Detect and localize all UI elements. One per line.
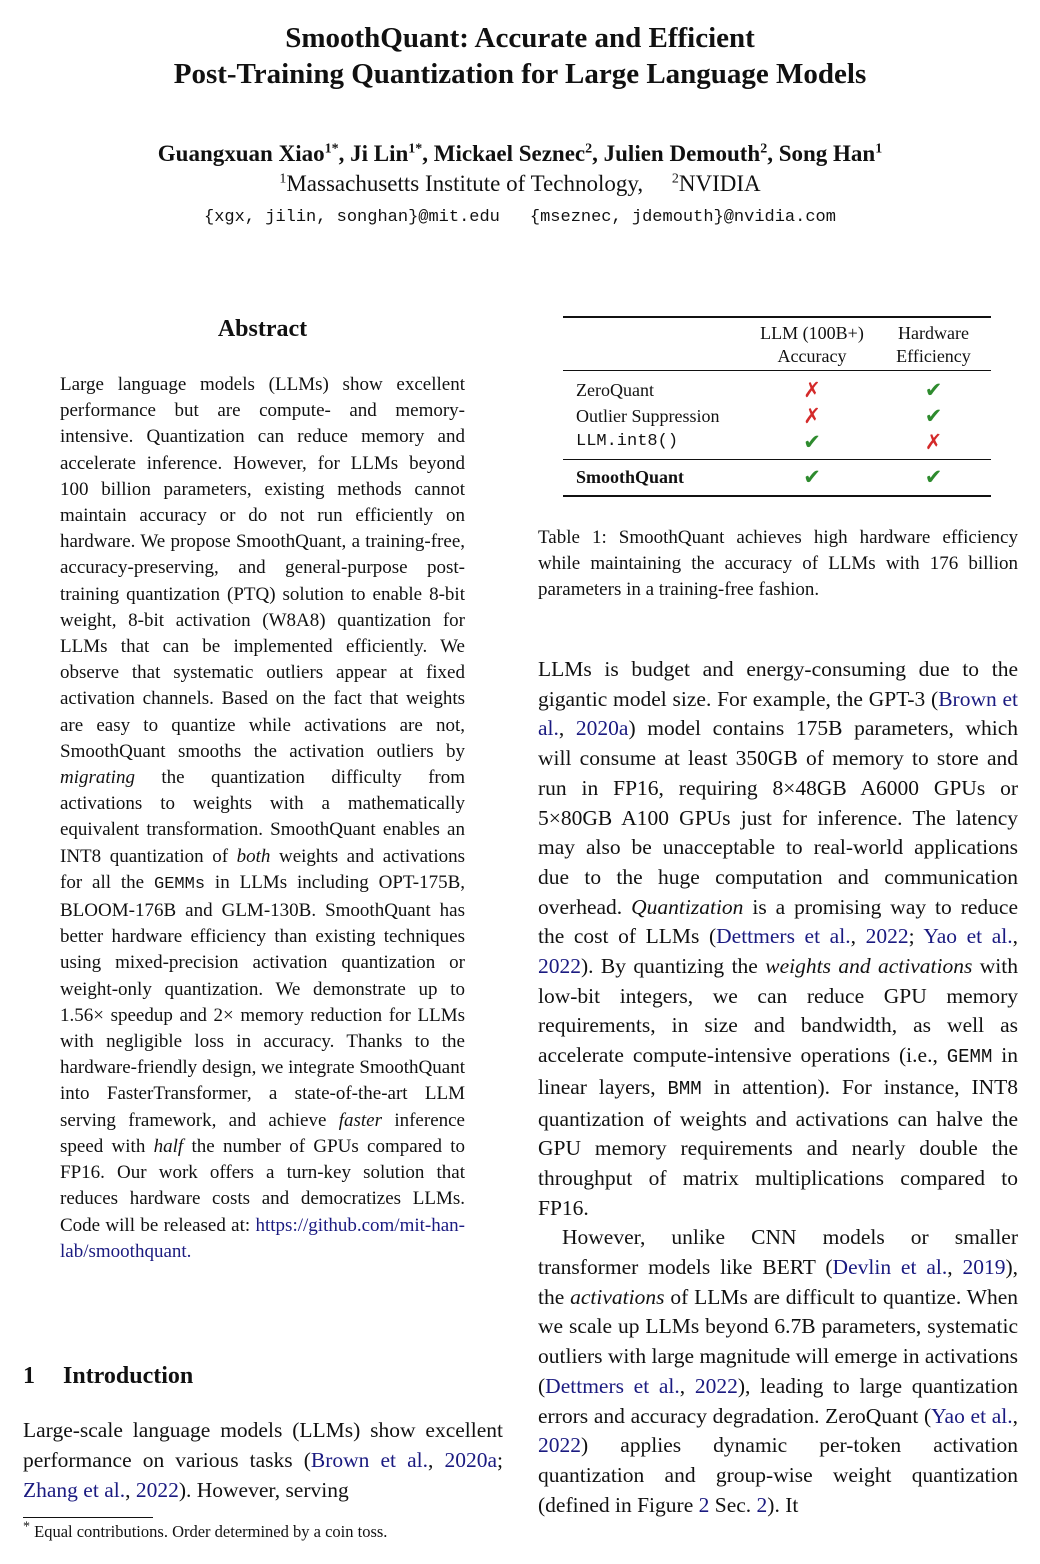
introduction-continued	[538, 655, 1018, 1520]
author-sup: 1*	[408, 141, 423, 157]
citation-link[interactable]: Brown et al.	[310, 1448, 429, 1472]
intro-sep: ;	[497, 1448, 504, 1472]
author-sup: 2	[585, 141, 593, 157]
email-mit: {xgx, jilin, songhan}@mit.edu	[204, 208, 500, 227]
table-caption: Table 1: SmoothQuant achieves high hardware efficiency while maintaining the accuracy of LLMs with 176 billion parameters in a training-free fashion.	[538, 527, 1018, 600]
body-text: with low-bit integers, we can reduce GPU memory requirements, in size and bandwidth, as well as accelerate compute-intensive operations (i.e.,	[538, 954, 1019, 1068]
affiliations	[0, 170, 1040, 198]
body-text: ). It	[767, 1492, 799, 1517]
citation-year-link[interactable]: 2022	[694, 1373, 738, 1398]
paragraph: However, unlike CNN models or smaller transformer models like BERT (Devlin et al., 2019), the activations of LLMs are difficult to quantize. When we scale up LLMs beyond 6.7B parameters, systematic outliers with large magnitude will emerge in activations (Dettmers et al., 2022), leading to large quantization errors and accuracy degradation. ZeroQuant (Yao et al., 2022) applies dynamic per-token activation quantization and group-wise weight quantization (defined in Figure 2 Sec. 2). It	[538, 1225, 1019, 1517]
header-line: Efficiency	[896, 346, 971, 366]
abstract-emphasis: both	[236, 845, 271, 867]
author-name: Guangxuan Xiao	[157, 141, 325, 166]
author-name: Mickael Seznec	[433, 141, 586, 166]
body-text: ), leading to large quantization errors and accuracy degradation. ZeroQuant (	[538, 1373, 1019, 1428]
body-text: However, unlike CNN models or smaller transformer models like BERT (	[538, 1225, 1018, 1280]
header-line: Accuracy	[777, 346, 847, 366]
inline-code: BMM	[667, 1077, 702, 1100]
citation-link[interactable]: Devlin et al.	[832, 1255, 948, 1280]
abstract-text: in LLMs including OPT-175B, BLOOM-176B and GLM-130B. SmoothQuant has better hardware efficiency than existing techniques using mixed-precision activation quantization or weight-only quantization. We demonstrate up to 1.56× speedup and 2× memory reduction for LLMs with negligible loss in accuracy. Thanks to the hardware-friendly design, we integrate SmoothQuant into FasterTransformer, a state-of-the-art LLM serving framework, and achieve	[60, 871, 466, 1131]
abstract-text: inference speed with	[60, 1109, 465, 1157]
check-icon: ✔	[924, 404, 943, 428]
body-text: ), the	[538, 1255, 1019, 1309]
email-nvidia: {mseznec, jdemouth}@nvidia.com	[529, 208, 836, 227]
affil-nvidia: NVIDIA	[678, 171, 761, 196]
footnote-text: Equal contributions. Order determined by a coin toss.	[34, 1522, 388, 1541]
cross-icon: ✗	[924, 430, 943, 454]
footnote-divider	[23, 1517, 153, 1518]
check-icon: ✔	[876, 460, 991, 497]
intro-text: Large-scale language models (LLMs) show excellent performance on various tasks (	[23, 1418, 503, 1472]
abstract-emphasis: faster	[338, 1109, 383, 1131]
author-name: Song Han	[778, 141, 876, 166]
comparison-table	[563, 316, 991, 497]
body-text: ) model contains 175B parameters, which will consume at least 350GB of memory to store and run in FP16, requiring 8×48GB A6000 GPUs or 5×80GB A100 GPUs just for inference. The latency may also be unacceptable to real-world applications due to the huge computation and communication overhead.	[538, 716, 1018, 919]
citation-link[interactable]: Dettmers et al.	[545, 1373, 680, 1398]
citation-link[interactable]: Dettmers et al.	[716, 924, 851, 949]
abstract-heading: Abstract	[217, 316, 308, 342]
citation-year-link[interactable]: 2022	[538, 954, 581, 979]
cross-icon: ✗	[803, 378, 821, 402]
table-row-highlight	[563, 460, 991, 497]
abstract-end: .	[186, 1240, 192, 1262]
abstract-emphasis: migrating	[60, 767, 135, 789]
abstract-code: GEMMs	[154, 874, 206, 894]
check-icon: ✔	[803, 430, 821, 454]
title-line-1: SmoothQuant: Accurate and Efficient	[285, 22, 755, 54]
cross-icon: ✗	[803, 404, 821, 428]
method-name: ZeroQuant	[576, 380, 654, 400]
abstract-emphasis: half	[153, 1135, 184, 1157]
method-name: Outlier Suppression	[576, 406, 720, 426]
affil-sup: 1	[279, 171, 287, 187]
affil-sup: 2	[671, 171, 679, 187]
emphasis: weights and activations	[765, 954, 973, 979]
author-name: Julien Demouth	[603, 141, 761, 166]
method-name: SmoothQuant	[563, 460, 748, 497]
emphasis: Quantization	[631, 894, 744, 919]
body-text: is a promising way to reduce the cost of LLMs (	[538, 894, 1019, 949]
abstract-text: weights and activations for all the	[60, 845, 465, 893]
intro-text: ). However, serving	[178, 1478, 349, 1502]
citation-year-link[interactable]: 2022	[538, 1433, 581, 1458]
author-sup: 2	[760, 141, 768, 157]
citation-link[interactable]: Zhang et al.	[23, 1478, 126, 1502]
check-icon: ✔	[924, 378, 943, 402]
footnote-mark: *	[23, 1519, 30, 1535]
body-text: in linear layers,	[538, 1043, 1019, 1099]
code-link[interactable]: https://github.com/mit-han-lab/smoothquant	[60, 1214, 466, 1262]
check-icon: ✔	[748, 460, 876, 497]
body-text: of LLMs are difficult to quantize. When we scale up LLMs beyond 6.7B parameters, systematic outliers with large magnitude will emerge in activations (	[538, 1284, 1018, 1398]
author-sup: 1	[875, 141, 883, 157]
author-name: Ji Lin	[350, 141, 409, 166]
introduction-text: Large-scale language models (LLMs) show excellent performance on various tasks (Brown et al., 2020a; Zhang et al., 2022). However, serving	[23, 1418, 504, 1502]
body-text: in attention). For instance, INT8 quantization of weights and activations can halve the GPU memory requirements and nearly double the throughput of matrix multiplications compared to FP16.	[538, 1074, 1019, 1220]
citation-year-link[interactable]: 2022	[865, 924, 909, 949]
citation-year-link[interactable]: 2020a	[444, 1448, 498, 1472]
table-row	[563, 371, 991, 404]
method-name: LLM.int8()	[576, 432, 679, 451]
table-header-empty	[563, 317, 748, 371]
title-line-2: Post-Training Quantization for Large Language Models	[173, 58, 867, 90]
citation-year-link[interactable]: 2020a	[575, 716, 629, 741]
table-header-efficiency	[876, 317, 991, 371]
paper-title	[0, 20, 1040, 92]
abstract-body	[60, 372, 465, 1265]
citation-year-link[interactable]: 2022	[135, 1478, 179, 1502]
table-row	[563, 403, 991, 429]
body-text: ;	[908, 924, 924, 949]
abstract-text: the quantization difficulty from activations to weights with a mathematically equivalent transformation. SmoothQuant enables an INT8 quantization of	[60, 767, 465, 867]
emphasis: activations	[570, 1284, 665, 1309]
abstract-text: the number of GPUs compared to FP16. Our work offers a turn-key solution that reduces hardware costs and democratizes LLMs. Code will be released at:	[60, 1135, 466, 1236]
author-sup: 1*	[324, 141, 339, 157]
header-line: Hardware	[898, 323, 969, 343]
section-ref-link[interactable]: 2	[756, 1492, 768, 1517]
figure-ref-link[interactable]: 2	[698, 1492, 710, 1517]
table-header-accuracy	[748, 317, 876, 371]
citation-link[interactable]: Yao et al.	[931, 1403, 1013, 1428]
author-list: Guangxuan Xiao$^{1*}$, Ji Lin$^{1*}$, Mickael Seznec$^2$, Julien Demouth$^2$, Song Han$^1$	[157, 141, 883, 166]
footnote	[23, 1521, 513, 1543]
inline-code: GEMM	[946, 1046, 993, 1069]
paragraph: LLMs is budget and energy-consuming due to the gigantic model size. For example, the GPT-3 (Brown et al., 2020a) model contains 175B parameters, which will consume at least 350GB of memory to store and run in FP16, requiring 8×48GB A6000 GPUs or 5×80GB A100 GPUs just for inference. The latency may also be unacceptable to real-world applications due to the huge computation and communication overhead. Quantization is a promising way to reduce the cost of LLMs (Dettmers et al., 2022; Yao et al., 2022). By quantizing the weights and activations with low-bit integers, we can reduce GPU memory requirements, in size and bandwidth, as well as accelerate compute-intensive operations (i.e., GEMM in linear layers, BMM in attention). For instance, INT8 quantization of weights and activations can halve the GPU memory requirements and nearly double the throughput of matrix multiplications compared to FP16.	[538, 657, 1019, 1220]
citation-link[interactable]: Brown et al.	[538, 686, 1018, 741]
body-text: Sec.	[714, 1492, 752, 1517]
abstract-text: Large language models (LLMs) show excellent performance but are compute- and memory-intensive. Quantization can reduce memory and accelerate inference. However, for LLMs beyond 100 billion parameters, existing methods cannot maintain accuracy or do not run efficiently on hardware. We propose SmoothQuant, a training-free, accuracy-preserving, and general-purpose post-training quantization (PTQ) solution to enable 8-bit weight, 8-bit activation (W8A8) quantization for LLMs that can be implemented efficiently. We observe that systematic outliers appear at fixed activation channels. Based on the fact that weights are easy to quantize while activations are not, SmoothQuant smooths the activation outliers by	[60, 374, 465, 762]
affil-mit: Massachusetts Institute of Technology,	[286, 171, 644, 196]
body-text: ) applies dynamic per-token activation quantization and group-wise weight quantization (defined in Figure	[538, 1433, 1018, 1517]
citation-link[interactable]: Yao et al.	[923, 924, 1013, 949]
section-heading-introduction	[23, 1363, 193, 1390]
email-list	[0, 207, 1040, 229]
body-text: ). By quantizing the	[581, 954, 758, 979]
body-text: LLMs is budget and energy-consuming due to the gigantic model size. For example, the GPT-3 (	[538, 657, 1018, 711]
section-number: 1	[23, 1363, 35, 1389]
table-row	[563, 429, 991, 460]
citation-year-link[interactable]: 2019	[962, 1255, 1006, 1280]
table-header-row	[563, 317, 991, 371]
section-title: Introduction	[63, 1363, 194, 1389]
header-line: LLM (100B+)	[760, 323, 864, 343]
